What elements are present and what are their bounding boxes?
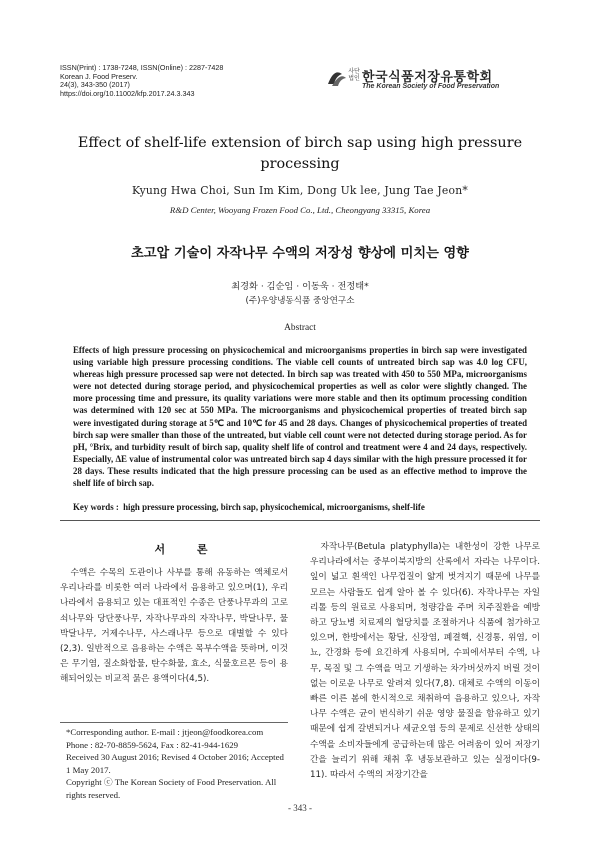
authors-en: Kyung Hwa Choi, Sun Im Kim, Dong Uk lee, Jung Tae Jeon*: [132, 184, 468, 197]
affiliation-ko: (주)우양냉동식품 중앙연구소: [245, 296, 355, 306]
keywords-list: high pressure processing, birch sap, physicochemical, microorganisms, shelf-life: [123, 502, 425, 512]
divider: [60, 520, 540, 521]
journal-meta: [60, 64, 290, 98]
received-dates: Received 30 August 2016; Revised 4 October 2016; Accepted 1 May 2017.: [66, 752, 284, 775]
affiliation-en: R&D Center, Wooyang Frozen Food Co., Ltd., Cheongyang 33315, Korea: [169, 205, 431, 215]
footnotes: [66, 726, 288, 801]
paper-title-en: Effect of shelf-life extension of birch sap using high pressure processing: [77, 135, 523, 172]
corresponding-author: *Corresponding author. E-mail : jtjeon@foodkorea.com: [66, 727, 264, 737]
doi-link[interactable]: https://doi.org/10.11002/kfp.2017.24.3.343: [60, 88, 195, 98]
abstract-body: Effects of high pressure processing on physicochemical and microorganisms properties in birch sap were investigated using variable high pressure processing conditions. The viable cell counts of untreated birch sap was 4.0 log CFU, whereas high pressure processed sap were not detected. In birch sap was treated with 450 to 550 MPa, microorganisms were not detected during storage period, and physicochemical properties as well as color were slightly changed. The more processing time and pressure, its quality variations were more stable and then its optimum processing condition was determined with 120 sec at 550 MPa. The microorganisms and physicochemical properties of treated birch sap were investigated during storage at 5℃ and 10℃ for 45 and 28 days. Changes of physicochemical properties of treated birch sap were smaller than those of the untreated, but viable cell count were not detected during storage period. As for pH, °Brix, and turbidity result of birch sap, quality shelf life of control and treatment were 4 and 24 days, respectively. Especially, ΔE value of instrumental color was untreated birch sap 4 days similar with the high pressure processed it for 28 days. These results indicated that the high pressure processing can be used as an effective method to improve the shelf life of birch sap.: [73, 345, 527, 489]
copyright-notice: Copyright ⓒ The Korean Society of Food Preservation. All rights reserved.: [66, 777, 277, 800]
society-name-ko: 한국식품저장유통학회: [362, 70, 493, 85]
keywords-label: Key words :: [73, 502, 119, 512]
authors-ko: 최경화 · 김순임 · 이동욱 · 전정태*: [231, 281, 369, 292]
volume-pages: 24(3), 343-350 (2017): [60, 80, 130, 90]
section-heading-introduction: 서 론: [154, 543, 222, 556]
abstract-heading: Abstract: [284, 323, 316, 333]
contact-phone: Phone : 82-70-8859-5624, Fax : 82-41-944-1629: [66, 739, 239, 750]
page-number: - 343 -: [288, 803, 312, 813]
journal-name: Korean J. Food Preserv.: [60, 71, 138, 81]
society-name-en: The Korean Society of Food Preservation: [362, 83, 500, 90]
paper-title-ko: 초고압 기술이 자작나무 수액의 저장성 향상에 미치는 영향: [131, 246, 469, 261]
keywords: [73, 502, 527, 512]
footnote-rule: [60, 722, 288, 723]
society-logo: [326, 66, 546, 96]
intro-left-column: 수액은 수목의 도관이나 사부를 통해 유동하는 액체로서 우리나라를 비롯한 여러 나라에서 음용하고 있으며(1), 우리나라에서 음용되고 있는 대표적인 수종은 단풍나무과의 고로쇠나무와 당단풍나무, 자작나무과의 자작나무, 박달나무, 물박달나무, 거제수나무, 사스래나무 등으로 대별할 수 있다(2,3). 일반적으로 음용하는 수액은 목부수액을 뜻하며, 이것은 무기염, 질소화합물, 탄수화물, 효소, 식물호르몬 등이 용해되어있는 비교적 묽은 용액이다(4,5).: [60, 568, 288, 685]
issn: ISSN(Print) : 1738-7248, ISSN(Online) : 2287-7428: [60, 63, 224, 72]
intro-right-column: 자작나무(Betula platyphylla)는 내한성이 강한 나무로 우리나라에서는 중부이북지방의 산록에서 자라는 나무이다. 잎이 넓고 흰색인 나무껍질이 얇게 벗겨지기 때문에 나무를 모르는 사람들도 쉽게 알아 볼 수 있다(6). 자작나무는 자일리톨 등의 원료로 사용되며, 청량감을 주며 치주질환을 예방하고 당뇨병 치료제의 혈당치를 조절하거나 식품에 첨가하고 있으며, 한방에서는 황달, 신장염, 폐결핵, 신경통, 위염, 이뇨, 간경화 등에 요긴하게 사용되며, 수피에서부터 수액, 나무, 목질 및 그 수액을 먹고 기생하는 차가버섯까지 버릴 것이 없는 이로운 나무로 알려져 있다(7,8). 대체로 수액의 이동이 빠른 이른 봄에 한시적으로 채취하여 음용하고 있으나, 자작나무 수액은 균이 번식하기 쉬운 영양 물질을 함유하고 있기 때문에 쉽게 갈변되거나 세균오염 등의 문제로 신선한 상태의 수액을 소비자들에게 공급하는데 많은 어려움이 있어 저장기간을 늘리기 위해 채취 후 냉동보관하고 있는 실정이다(9-11). 따라서 수액의 저장기간을: [310, 542, 540, 781]
society-prefix: 사단법인: [348, 68, 360, 82]
